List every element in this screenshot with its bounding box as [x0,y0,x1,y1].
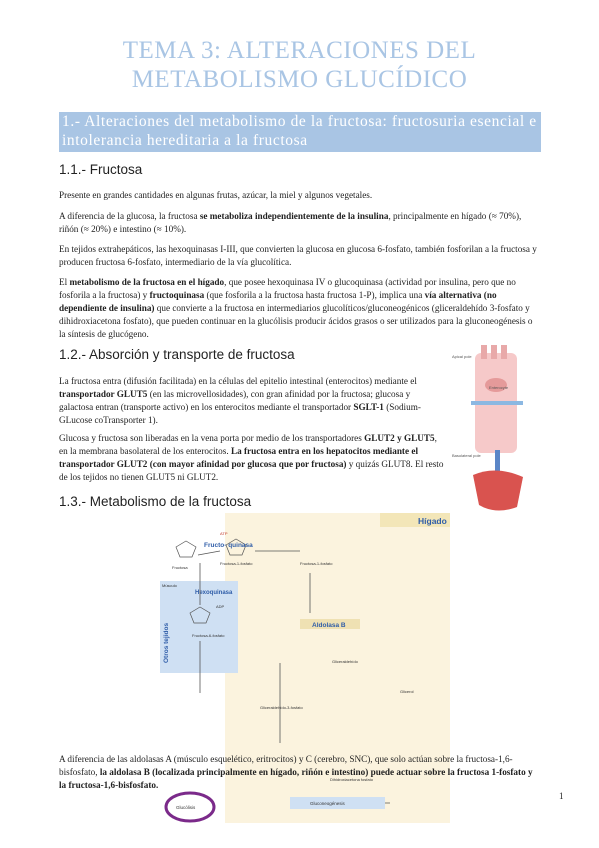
fructosa-label: Fructosa [172,565,188,570]
glucolisis-label: Glucólisis [176,805,196,810]
gluconeogenesis-label: Gluconeogénesis [310,801,345,806]
page-number: 1 [559,791,564,801]
paragraph-1-3: A diferencia de las aldolasas A (músculo esquelético, eritrocitos) y C (cerebro, SNC), que solo actúan sobre la fructosa-1,6-bisfosfato, la aldolasa B (localizada principalmente en hígado, riñón e intestino) puede actuar sobre la fructosa 1-fosfato y la fructosa-1,6-bisfosfato. [59,754,533,790]
heading-absorcion: 1.2.- Absorción y transporte de fructosa [59,347,295,362]
fructosa-1-fosfato-label: Fructosa-1-fosfato [300,561,333,566]
paragraph-1-1-b: A diferencia de la glucosa, la fructosa se metaboliza independientemente de la insulina, principalmente en hígado (≈ 70%), riñón (≈ 20%) e intestino (≈ 10%). [59,211,522,234]
heading-fructosa: 1.1.- Fructosa [59,162,143,177]
adp-label: ADP [216,604,225,609]
g3p-label: Gliceraldehído-3-fosfato [260,705,303,710]
heading-metabolismo: 1.3.- Metabolismo de la fructosa [59,494,252,509]
paragraph-1-1-c: En tejidos extrahepáticos, las hexoquinasas I-III, que convierten la glucosa en glucosa 6-fosfato, también fosforilan a la fructosa y producen fructosa 6-fosfato, intermediario de la vía glucolítica. [59,244,537,267]
gliceraldehido-label: Gliceraldehído [332,659,358,664]
basolateral-pole-label: Basolateral pole [452,453,481,458]
higado-label: Hígado [418,516,447,526]
enterocyte-figure [451,345,543,515]
musculo-label: Músculo [162,583,177,588]
paragraph-1-1-d: El metabolismo de la fructosa en el hígado, que posee hexoquinasa IV o glucoquinasa (actividad por insulina, pero que no fosforila a la fructosa) y fructoquinasa (que fosforila a la fructosa hasta fructosa 1-P), implica una vía alternativa (no dependiente de insulina) que convierte a la fructosa en intermediarios glucolíticos/gluconeogénicos (gliceraldehído 3-fosfato y dihidroxiacetona fosfato), que pueden continuar en la glucólisis producir ácidos grasos o ser utilizados para la gluconeogénesis o la síntesis de glucógeno. [59,277,533,339]
paragraph-1-2-a: La fructosa entra (difusión facilitada) en la células del epitelio intestinal (enterocitos) mediante el transportador GLUT5 (en las microvellosidades), con gran afinidad por la fructosa; glucosa y galactosa entran (transporte activo) en los enterocitos mediante el transportador SGLT-1 (Sodium-GLucose coTransporter 1). [59,376,421,425]
fructoquinasa-label: Fructo- quinasa [204,542,253,549]
fructosa-6-fosfato-label: Fructosa-6-fosfato [192,633,225,638]
paragraph-1-1-a: Presente en grandes cantidades en algunas frutas, azúcar, la miel y algunos vegetales. [59,190,373,200]
paragraph-1-2-b: Glucosa y fructosa son liberadas en la vena porta por medio de los transportadores GLUT2 y GLUT5, en la membrana basolateral de los enterocitos. La fructosa entra en los hepatocitos mediante el transportador GLUT2 (con mayor afinidad por glucosa que por fructosa) y quizás GLUT8. El resto de los tejidos no tienen GLUT5 ni GLUT2. [59,433,444,482]
enterocyte-label: Enterocyte [489,385,509,390]
otros-tejidos-label: Otros tejidos [163,622,170,663]
atp-label: ATP [220,531,228,536]
dhap-label: Dihidroxiacetona fosfato [330,777,373,782]
fructosa-1-fosfato-small-label: Fructosa-1-fosfato [220,561,253,566]
apical-pole-label: Apical pole [452,354,472,359]
section-title: 1.- Alteraciones del metabolismo de la fructosa: fructosuria esencial e intolerancia hereditaria a la fructosa [62,113,537,149]
glicerol-label: Glicerol [400,689,414,694]
page-title: TEMA 3: ALTERACIONES DEL METABOLISMO GLUCÍDICO [122,37,477,93]
hexoquinasa-label: Hexoquinasa [195,590,233,596]
aldolasa-b-label: Aldolasa B [312,622,346,629]
